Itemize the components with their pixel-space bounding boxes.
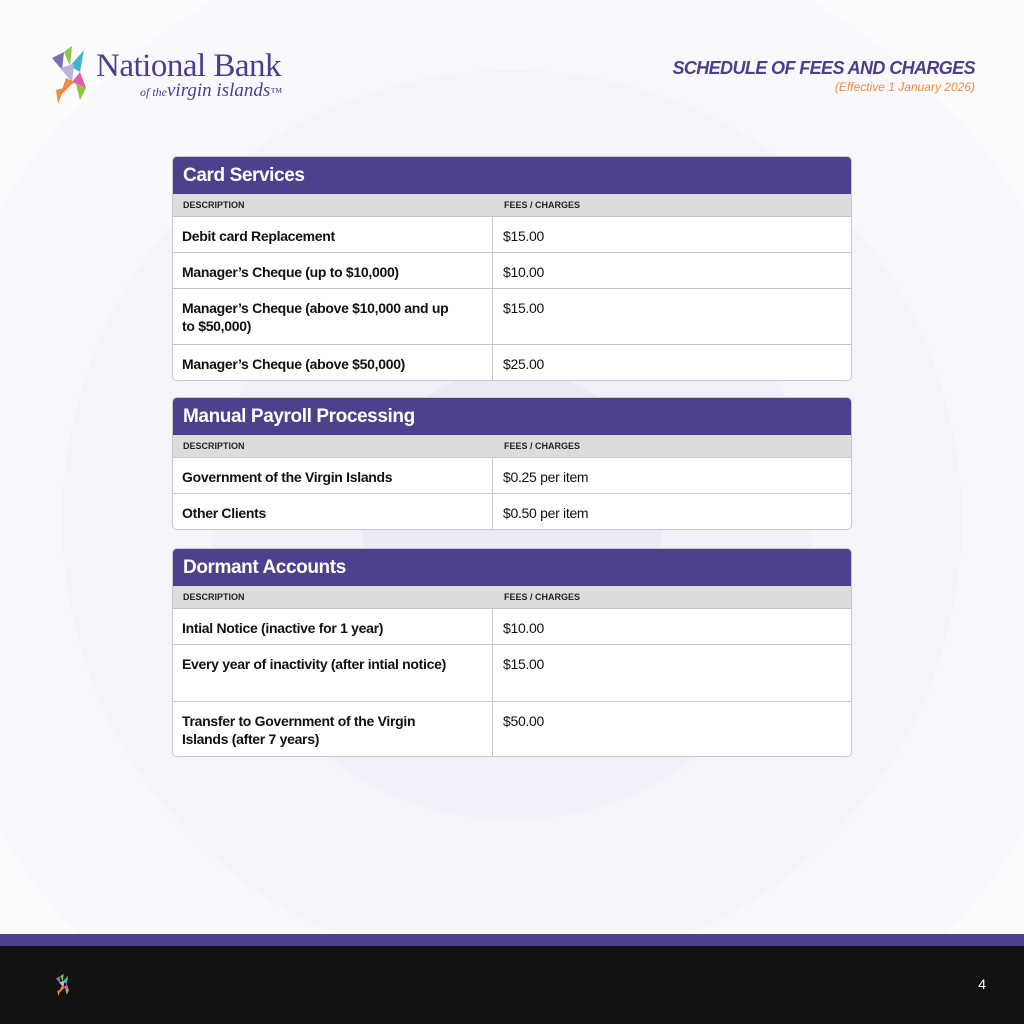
page-number: 4 bbox=[978, 976, 986, 992]
row-description: Manager’s Cheque (up to $10,000) bbox=[173, 253, 493, 288]
column-header-row bbox=[173, 586, 851, 608]
row-description: Every year of inactivity (after intial notice) bbox=[173, 645, 493, 701]
table-row bbox=[173, 493, 851, 529]
row-description: Intial Notice (inactive for 1 year) bbox=[173, 609, 493, 644]
table-row bbox=[173, 608, 851, 644]
table-row bbox=[173, 457, 851, 493]
bank-logo bbox=[50, 44, 290, 110]
page-footer bbox=[0, 946, 1024, 1024]
document-header bbox=[672, 58, 975, 94]
row-description: Debit card Replacement bbox=[173, 217, 493, 252]
bird-logo-icon bbox=[55, 973, 73, 997]
row-fee: $10.00 bbox=[503, 620, 545, 636]
table-row bbox=[173, 288, 851, 344]
brand-prefix: of the bbox=[140, 85, 167, 99]
row-description: Manager’s Cheque (above $10,000 and up to $50,000) bbox=[173, 289, 493, 344]
row-fee: $10.00 bbox=[503, 264, 545, 280]
table-row bbox=[173, 252, 851, 288]
column-header-fees: FEES / CHARGES bbox=[504, 200, 581, 210]
bird-logo-icon bbox=[50, 44, 96, 106]
row-fee: $25.00 bbox=[503, 356, 545, 372]
table-row bbox=[173, 344, 851, 380]
row-description: Transfer to Government of the Virgin Islands (after 7 years) bbox=[173, 702, 493, 756]
section-dormant-accounts bbox=[172, 548, 852, 757]
row-description: Government of the Virgin Islands bbox=[173, 458, 493, 493]
row-description: Manager’s Cheque (above $50,000) bbox=[173, 345, 493, 380]
row-fee: $15.00 bbox=[503, 300, 545, 316]
row-fee: $0.25 per item bbox=[503, 469, 589, 485]
row-fee: $15.00 bbox=[503, 656, 545, 672]
row-description: Other Clients bbox=[173, 494, 493, 529]
column-header-fees: FEES / CHARGES bbox=[504, 592, 581, 602]
document-title: SCHEDULE OF FEES AND CHARGES bbox=[672, 58, 975, 78]
brand-region: virgin islands bbox=[167, 80, 271, 101]
effective-date: (Effective 1 January 2026) bbox=[834, 80, 975, 94]
row-fee: $50.00 bbox=[503, 713, 545, 729]
column-header-description: DESCRIPTION bbox=[183, 592, 245, 602]
row-fee: $0.50 per item bbox=[503, 505, 589, 521]
column-header-fees: FEES / CHARGES bbox=[504, 441, 581, 451]
table-row bbox=[173, 701, 851, 756]
brand-trademark: ™ bbox=[270, 85, 283, 99]
column-header-row bbox=[173, 435, 851, 457]
section-title: Dormant Accounts bbox=[173, 549, 851, 586]
section-manual-payroll bbox=[172, 397, 852, 530]
table-row bbox=[173, 216, 851, 252]
section-title: Card Services bbox=[173, 157, 851, 194]
column-header-description: DESCRIPTION bbox=[183, 200, 245, 210]
footer-accent-band bbox=[0, 934, 1024, 946]
brand-subname bbox=[140, 80, 282, 102]
table-row bbox=[173, 644, 851, 701]
column-header-row bbox=[173, 194, 851, 216]
brand-name: National Bank bbox=[96, 48, 282, 84]
section-card-services bbox=[172, 156, 852, 381]
section-title: Manual Payroll Processing bbox=[173, 398, 851, 435]
column-header-description: DESCRIPTION bbox=[183, 441, 245, 451]
row-fee: $15.00 bbox=[503, 228, 545, 244]
